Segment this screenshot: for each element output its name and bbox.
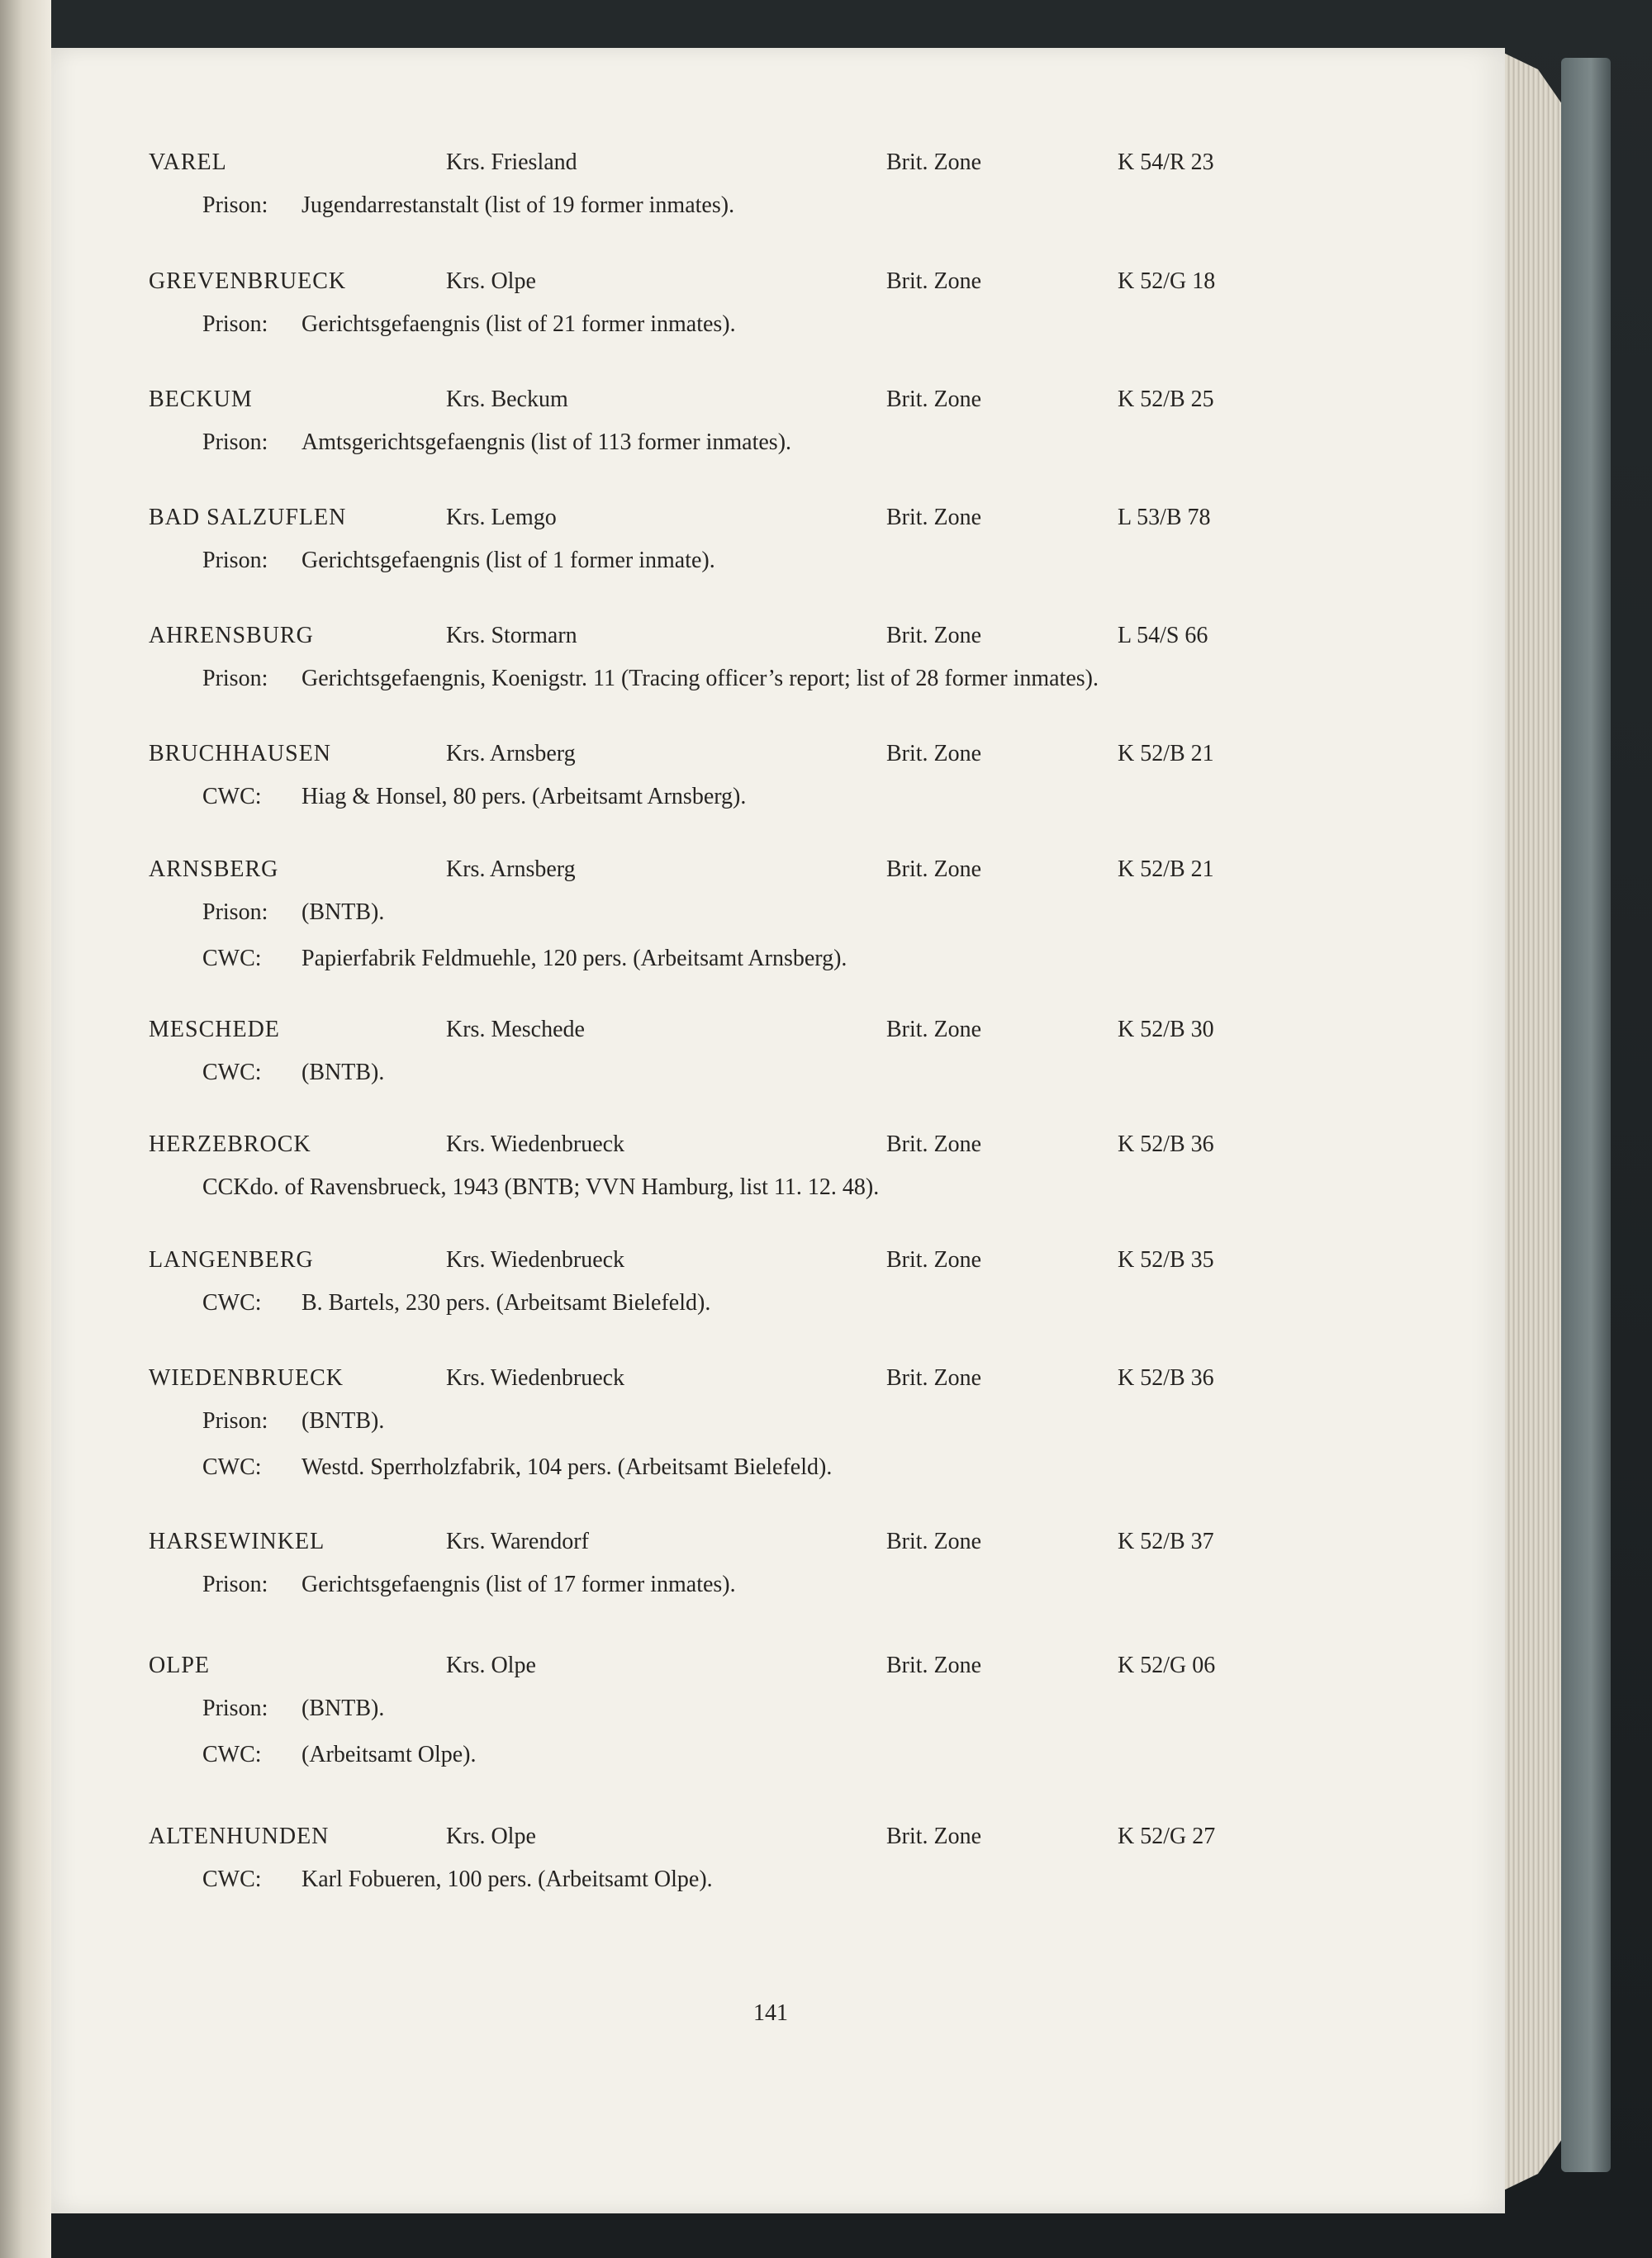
entry-label: Prison: [202,429,268,455]
map-reference: K 52/B 21 [1118,856,1214,882]
district: Krs. Arnsberg [446,856,576,882]
district: Krs. Olpe [446,1653,536,1678]
entry-text: (BNTB). [301,1696,385,1721]
place-name: BAD SALZUFLEN [149,505,347,530]
district: Krs. Olpe [446,268,536,294]
entry-label: CWC: [202,784,262,809]
map-reference: K 52/G 06 [1118,1653,1216,1678]
place-name: HARSEWINKEL [149,1529,325,1554]
entry-text: (BNTB). [301,1060,385,1085]
entry-text: (BNTB). [301,1408,385,1434]
place-name: BRUCHHAUSEN [149,741,332,766]
district: Krs. Friesland [446,149,577,175]
zone: Brit. Zone [886,268,982,294]
entry-text: (BNTB). [301,899,385,925]
zone: Brit. Zone [886,1824,982,1849]
entry-label: CWC: [202,1867,262,1892]
entry-text: Amtsgerichtsgefaengnis (list of 113 former inmates). [301,429,792,455]
map-reference: K 52/B 21 [1118,741,1214,766]
district: Krs. Wiedenbrueck [446,1247,625,1273]
map-reference: K 52/B 35 [1118,1247,1214,1273]
entry-text: CCKdo. of Ravensbrueck, 1943 (BNTB; VVN Hamburg, list 11. 12. 48). [202,1174,880,1200]
zone: Brit. Zone [886,1247,982,1273]
place-name: GREVENBRUECK [149,268,347,294]
entry-text: B. Bartels, 230 pers. (Arbeitsamt Bielefeld). [301,1290,711,1316]
district: Krs. Wiedenbrueck [446,1131,625,1157]
zone: Brit. Zone [886,741,982,766]
entry-text: Papierfabrik Feldmuehle, 120 pers. (Arbeitsamt Arnsberg). [301,946,847,971]
place-name: ALTENHUNDEN [149,1824,330,1849]
place-name: HERZEBROCK [149,1131,311,1157]
zone: Brit. Zone [886,149,982,175]
entry-label: Prison: [202,311,268,337]
zone: Brit. Zone [886,505,982,530]
entry-label: Prison: [202,1572,268,1597]
entry-label: Prison: [202,1408,268,1434]
place-name: MESCHEDE [149,1017,280,1042]
district: Krs. Stormarn [446,623,577,648]
zone: Brit. Zone [886,1529,982,1554]
zone: Brit. Zone [886,856,982,882]
entry-label: Prison: [202,548,268,573]
place-name: WIEDENBRUECK [149,1365,344,1391]
zone: Brit. Zone [886,387,982,412]
district: Krs. Arnsberg [446,741,576,766]
district: Krs. Beckum [446,387,568,412]
map-reference: K 52/G 27 [1118,1824,1216,1849]
map-reference: L 54/S 66 [1118,623,1208,648]
entry-text: Gerichtsgefaengnis (list of 17 former inmates). [301,1572,736,1597]
entry-label: Prison: [202,666,268,691]
place-name: ARNSBERG [149,856,279,882]
map-reference: L 53/B 78 [1118,505,1211,530]
place-name: BECKUM [149,387,253,412]
district: Krs. Meschede [446,1017,585,1042]
map-reference: K 52/B 25 [1118,387,1214,412]
left-page-edge [0,0,51,2258]
entry-label: Prison: [202,192,268,218]
district: Krs. Olpe [446,1824,536,1849]
place-name: VAREL [149,149,227,175]
map-reference: K 54/R 23 [1118,149,1214,175]
entry-text: Gerichtsgefaengnis (list of 1 former inmate). [301,548,715,573]
map-reference: K 52/B 30 [1118,1017,1214,1042]
entry-label: Prison: [202,1696,268,1721]
district: Krs. Lemgo [446,505,557,530]
zone: Brit. Zone [886,1131,982,1157]
entry-text: Gerichtsgefaengnis, Koenigstr. 11 (Tracing officer’s report; list of 28 former inmates). [301,666,1099,691]
district: Krs. Wiedenbrueck [446,1365,625,1391]
place-name: AHRENSBURG [149,623,314,648]
entry-label: CWC: [202,946,262,971]
zone: Brit. Zone [886,1365,982,1391]
entry-text: Gerichtsgefaengnis (list of 21 former inmates). [301,311,736,337]
map-reference: K 52/G 18 [1118,268,1216,294]
entry-label: CWC: [202,1290,262,1316]
entry-label: Prison: [202,899,268,925]
entry-label: CWC: [202,1060,262,1085]
map-reference: K 52/B 36 [1118,1131,1214,1157]
map-reference: K 52/B 36 [1118,1365,1214,1391]
entry-label: CWC: [202,1742,262,1767]
zone: Brit. Zone [886,623,982,648]
district: Krs. Warendorf [446,1529,589,1554]
zone: Brit. Zone [886,1653,982,1678]
place-name: OLPE [149,1653,210,1678]
entry-label: CWC: [202,1454,262,1480]
entry-text: Jugendarrestanstalt (list of 19 former inmates). [301,192,735,218]
place-name: LANGENBERG [149,1247,314,1273]
entry-text: (Arbeitsamt Olpe). [301,1742,477,1767]
zone: Brit. Zone [886,1017,982,1042]
page-number: 141 [753,2000,788,2026]
entry-text: Hiag & Honsel, 80 pers. (Arbeitsamt Arnsberg). [301,784,747,809]
book-cover-edge [1561,58,1611,2172]
entry-text: Karl Fobueren, 100 pers. (Arbeitsamt Olpe). [301,1867,713,1892]
map-reference: K 52/B 37 [1118,1529,1214,1554]
entry-text: Westd. Sperrholzfabrik, 104 pers. (Arbeitsamt Bielefeld). [301,1454,833,1480]
